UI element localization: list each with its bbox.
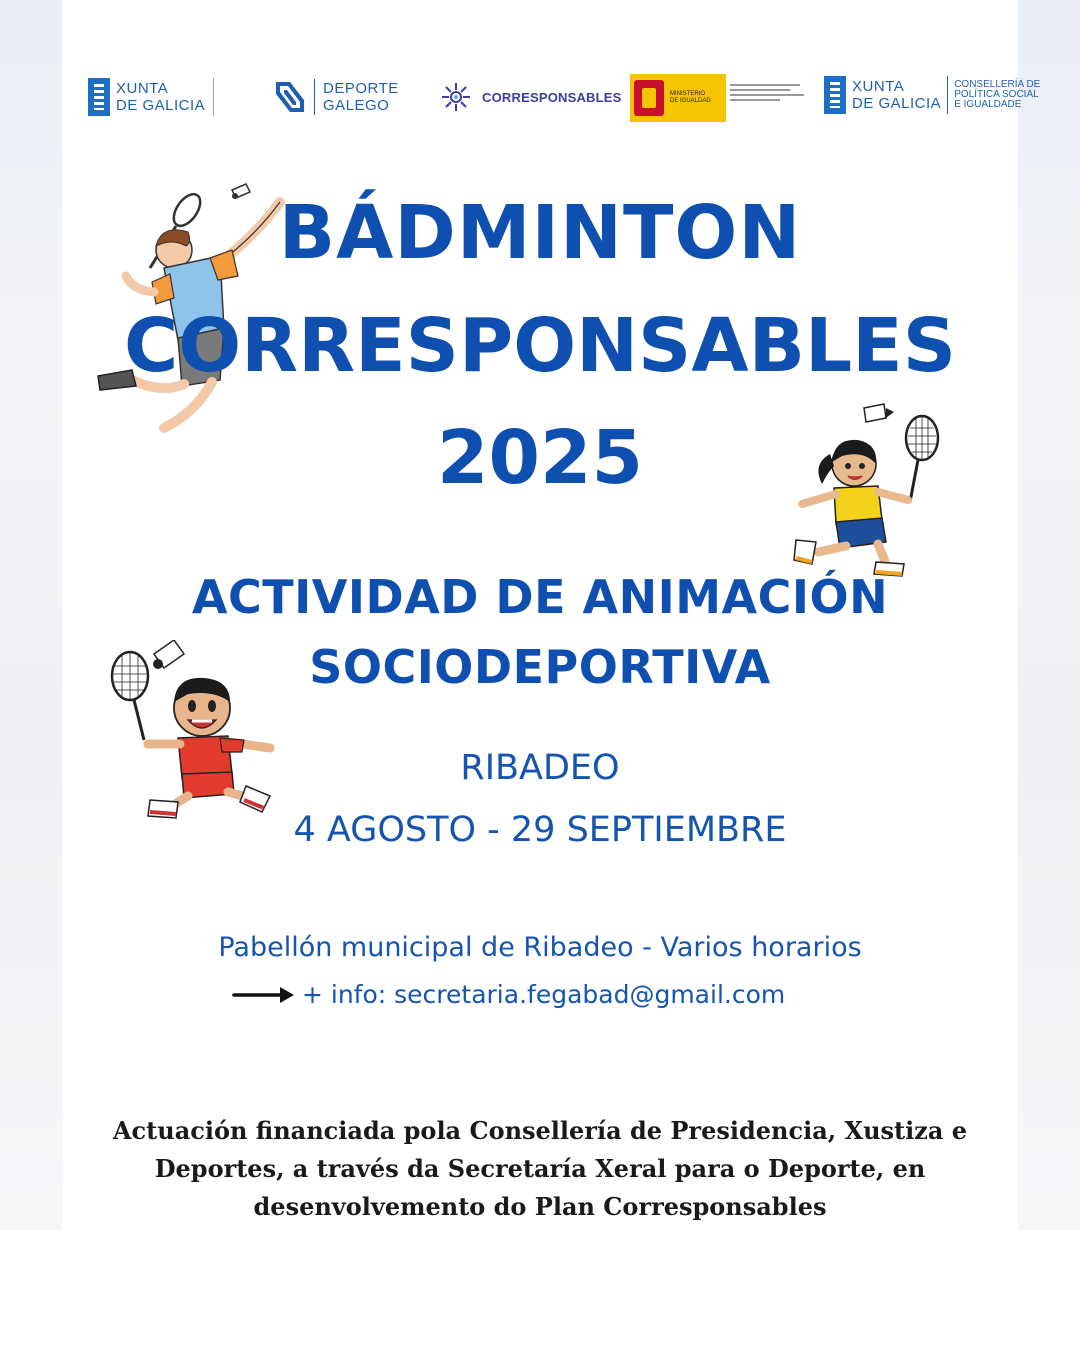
ministerio-line2: DE IGUALDAD (670, 98, 711, 104)
conselleria-line3: E IGUALDADE (954, 99, 1022, 110)
xunta-logo-icon (88, 78, 110, 116)
event-town: RIBADEO (460, 748, 620, 788)
xunta-line1: XUNTA (116, 80, 169, 97)
subtitle-line-1: ACTIVIDAD DE ANIMACIÓN (191, 570, 889, 624)
funding-line-3: desenvolvemento do Plan Corresponsables (253, 1192, 827, 1221)
xunta-logo-icon-2 (824, 76, 846, 114)
logo-divider (213, 78, 214, 116)
xunta2-line2: DE GALICIA (852, 95, 942, 112)
event-dates: 4 AGOSTO - 29 SEPTIEMBRE (293, 810, 787, 850)
deporte-line1: DEPORTE (323, 80, 399, 97)
title-line-2: CORRESPONSABLES (123, 303, 957, 389)
conselleria-divider (947, 76, 948, 114)
background-blur-left (0, 0, 62, 1230)
event-venue: Pabellón municipal de Ribadeo - Varios horarios (218, 932, 862, 963)
ministerio-line1: MINISTERIO (670, 91, 706, 97)
xunta-galicia-logo (88, 78, 214, 116)
ministerio-igualdad-logo (630, 74, 806, 122)
xunta-conselleria-logo (824, 76, 1040, 114)
deporte-galego-logo (274, 78, 399, 116)
corresponsables-icon (436, 82, 476, 112)
xunta2-line1: XUNTA (852, 78, 905, 95)
corresponsables-logo (436, 82, 622, 112)
spain-coat-of-arms-icon (634, 80, 664, 116)
background-blur-right (1018, 0, 1080, 1230)
conselleria-line2: POLÍTICA SOCIAL (954, 89, 1039, 100)
info-row (232, 980, 785, 1009)
funding-line-1: Actuación financiada pola Consellería de Presidencia, Xustiza e (112, 1116, 968, 1145)
arrow-right-icon (232, 985, 296, 1005)
info-email[interactable]: + info: secretaria.fegabad@gmail.com (302, 980, 786, 1009)
deporte-line2: GALEGO (323, 97, 390, 114)
title-line-1: BÁDMINTON (278, 190, 802, 276)
xunta-line2: DE GALICIA (116, 97, 206, 114)
ministerio-fine-print (726, 74, 806, 122)
conselleria-line1: CONSELLERÍA DE (954, 79, 1041, 90)
deporte-galego-icon (274, 78, 306, 116)
subtitle-line-2: SOCIODEPORTIVA (309, 640, 771, 694)
funding-line-2: Deportes, a través da Secretaría Xeral para o Deporte, en (154, 1154, 926, 1183)
deporte-divider (314, 79, 315, 115)
title-year: 2025 (437, 415, 643, 501)
funding-notice (62, 1112, 1018, 1226)
corresponsables-text: CORRESPONSABLES (482, 89, 622, 105)
